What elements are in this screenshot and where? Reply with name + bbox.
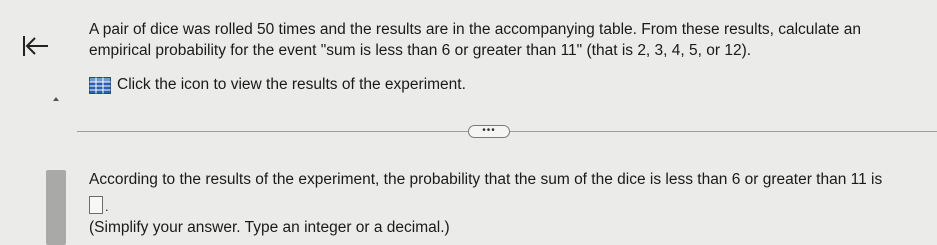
answer-input[interactable] [89, 196, 103, 214]
question-line-2: empirical probability for the event "sum is less than 6 or greater than 11" (that is 2, 3, 4, 5, or 12). [89, 42, 752, 59]
question-text [89, 19, 919, 61]
left-rail [0, 0, 78, 245]
table-icon[interactable] [89, 77, 111, 94]
view-results-row [89, 75, 466, 95]
back-arrow-icon[interactable] [22, 34, 50, 58]
scrollbar-thumb[interactable] [46, 170, 66, 245]
answer-statement: According to the results of the experiment, the probability that the sum of the dice is less than 6 or greater than 11 is [89, 171, 883, 188]
expand-more-button[interactable]: ••• [468, 125, 510, 138]
view-results-label: Click the icon to view the results of the experiment. [117, 76, 466, 93]
scroll-up-caret-icon[interactable] [53, 97, 59, 101]
question-line-1: A pair of dice was rolled 50 times and the results are in the accompanying table. From these results, calculate an [89, 21, 861, 38]
answer-instruction: (Simplify your answer. Type an integer or a decimal.) [89, 219, 450, 236]
answer-suffix: . [105, 199, 109, 214]
